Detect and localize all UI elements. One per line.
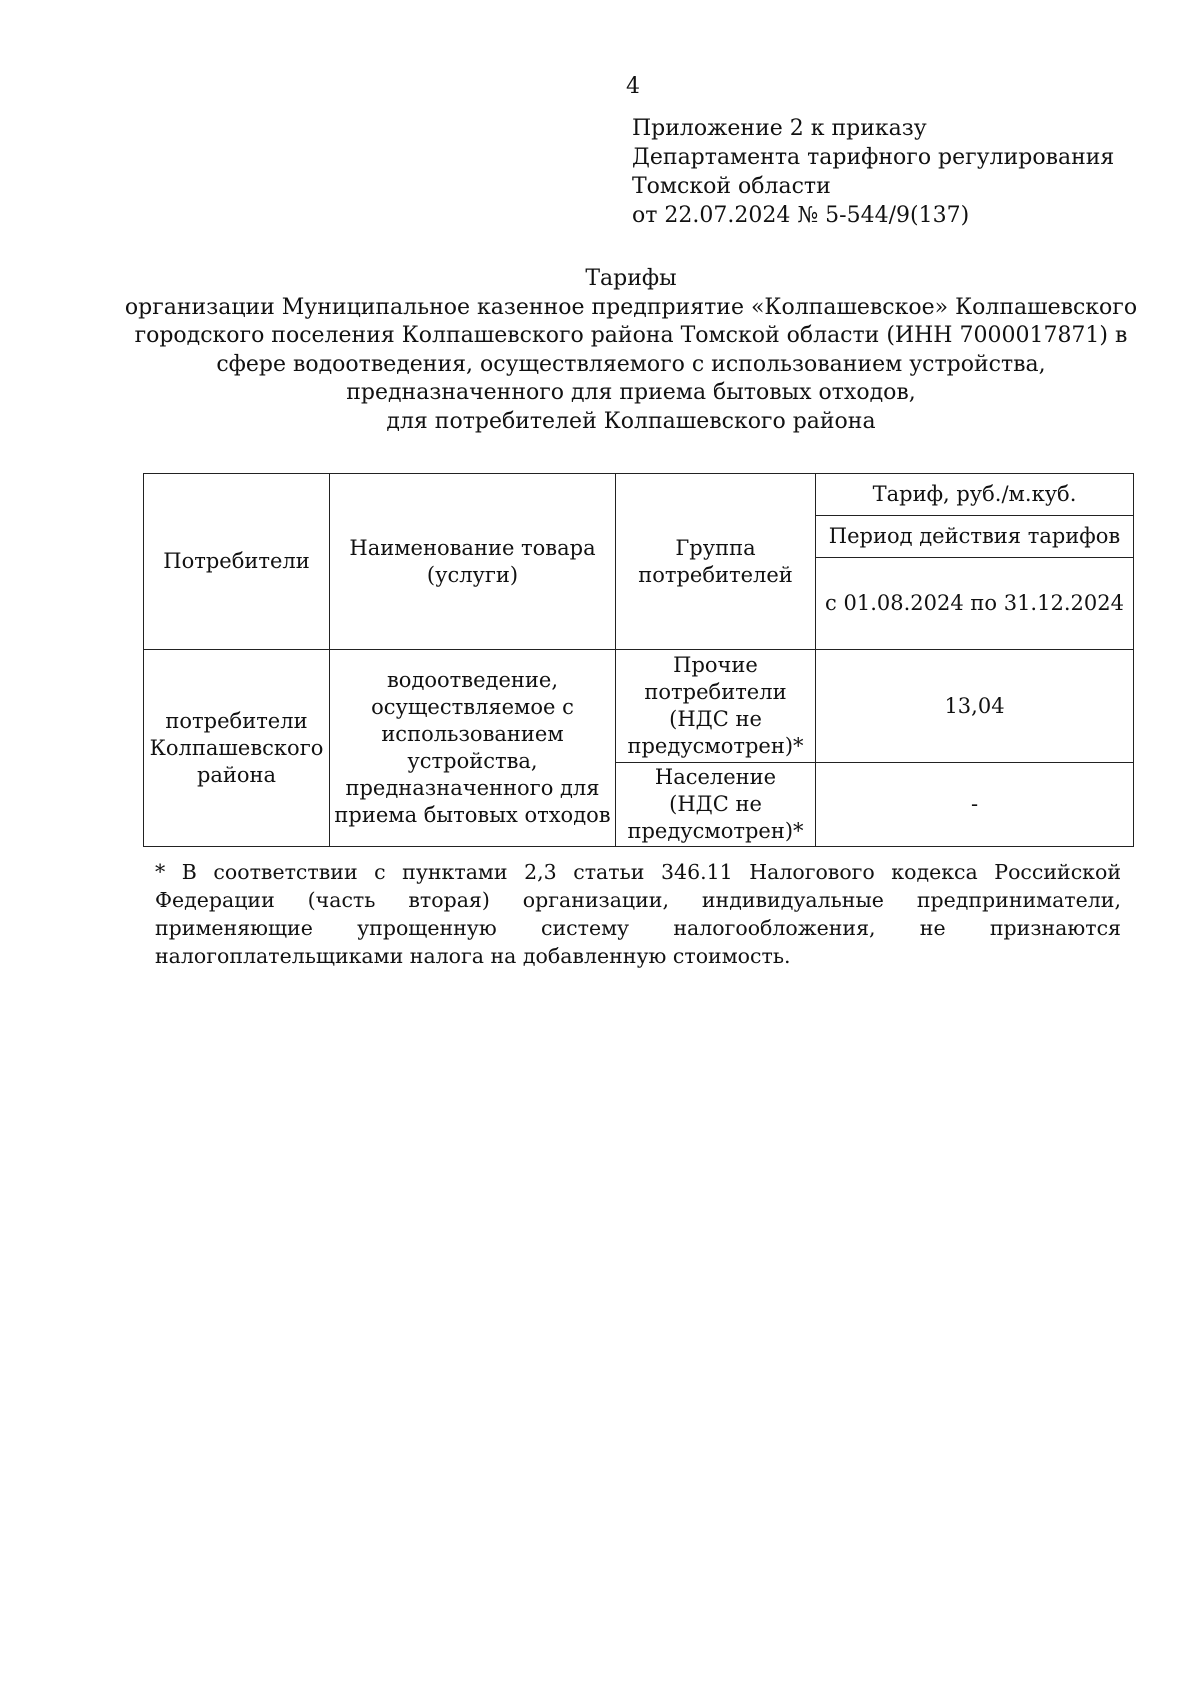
- header-group-line: Группа: [675, 535, 756, 560]
- cell-consumers-line: района: [196, 762, 277, 787]
- header-period: с 01.08.2024 по 31.12.2024: [816, 558, 1134, 650]
- cell-service-line: использованием: [381, 722, 564, 746]
- header-service-line: (услуги): [426, 562, 519, 587]
- title-line: сфере водоотведения, осуществляемого с использованием устройства,: [216, 351, 1046, 377]
- header-tariff: Тариф, руб./м.куб.: [816, 474, 1134, 516]
- header-consumers-text: Потребители: [163, 549, 310, 573]
- cell-tariff-other: 13,04: [816, 650, 1134, 763]
- header-period-label: Период действия тарифов: [816, 516, 1134, 558]
- title-line: для потребителей Колпашевского района: [386, 408, 876, 434]
- tariff-table: [143, 473, 1134, 847]
- header-group: [616, 474, 816, 650]
- annex-line: Приложение 2 к приказу: [632, 116, 927, 141]
- cell-service-line: водоотведение,: [386, 668, 558, 692]
- annex-date-number: от 22.07.2024 № 5-544/9(137): [632, 203, 970, 228]
- page-number: 4: [626, 74, 640, 99]
- table-header-row: [144, 474, 1134, 516]
- cell-tariff-population: -: [816, 763, 1134, 847]
- cell-group-population: [616, 763, 816, 847]
- cell-group-line: (НДС не: [669, 707, 762, 731]
- cell-consumers: [144, 650, 330, 847]
- annex-header: [632, 114, 1114, 230]
- title-line: организации Муниципальное казенное предприятие «Колпашевское» Колпашевского: [124, 294, 1138, 320]
- cell-service-line: приема бытовых отходов: [334, 803, 611, 827]
- title-heading: Тарифы: [585, 266, 677, 291]
- title-line: предназначенного для приема бытовых отходов,: [346, 380, 916, 405]
- header-consumers: [144, 474, 330, 650]
- title-line: городского поселения Колпашевского района Томской области (ИНН 7000017871) в: [134, 323, 1128, 348]
- cell-service-line: устройства,: [407, 749, 538, 773]
- header-service-line: Наименование товара: [349, 535, 596, 560]
- cell-group-line: (НДС не: [669, 792, 762, 816]
- document-title: [100, 265, 1162, 436]
- cell-service-line: предназначенного для: [345, 776, 600, 800]
- annex-line: Департамента тарифного регулирования: [632, 145, 1115, 170]
- cell-group-line: Население: [654, 765, 777, 789]
- cell-group-line: Прочие: [673, 653, 758, 677]
- cell-service-line: осуществляемое с: [371, 695, 574, 719]
- table-row: [144, 650, 1134, 763]
- cell-group-line: потребители: [644, 680, 787, 704]
- header-service: [330, 474, 616, 650]
- cell-consumers-line: потребители: [165, 708, 308, 733]
- cell-consumers-line: Колпашевского: [149, 735, 324, 760]
- cell-group-line: предусмотрен)*: [627, 734, 804, 758]
- cell-group-line: предусмотрен)*: [627, 819, 804, 843]
- cell-group-other: [616, 650, 816, 763]
- cell-service: [330, 650, 616, 847]
- header-group-line: потребителей: [638, 562, 793, 587]
- footnote: * В соответствии с пунктами 2,3 статьи 346.11 Налогового кодекса Российской Федерации (часть вторая) организации, индивидуальные предприниматели, применяющие упрощенную систему налогообложения, не признаются налогоплательщиками налога на добавленную стоимость.: [155, 860, 1121, 968]
- annex-line: Томской области: [632, 174, 831, 199]
